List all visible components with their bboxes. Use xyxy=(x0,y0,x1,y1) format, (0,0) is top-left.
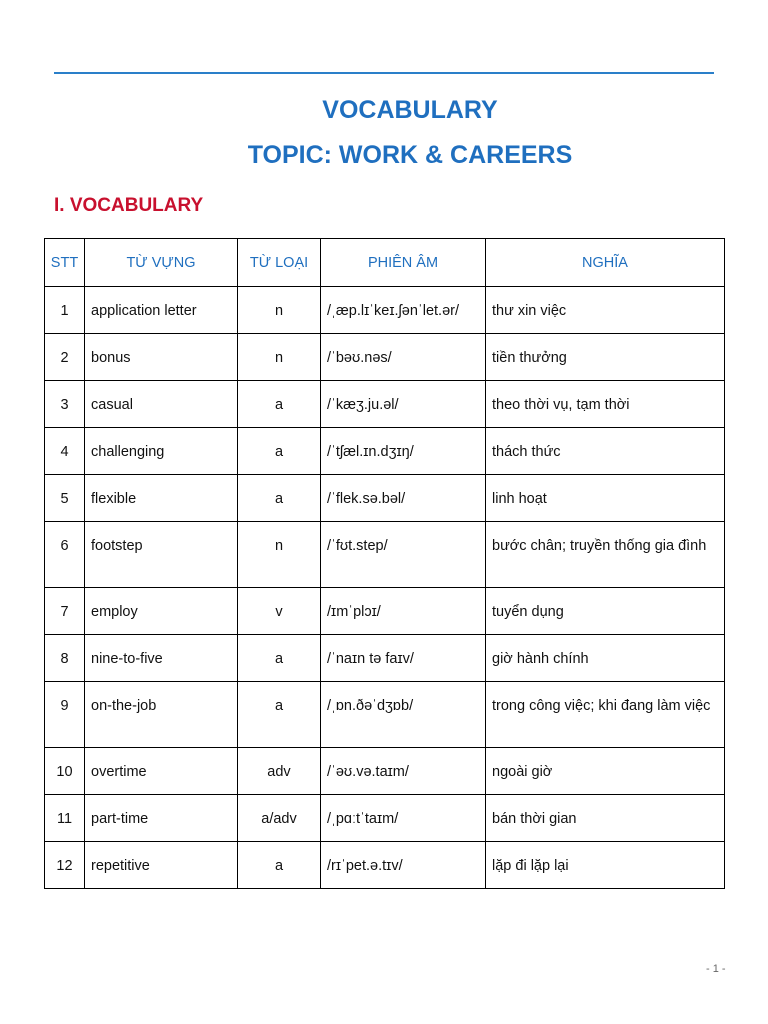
row-number: 11 xyxy=(45,795,85,842)
row-number: 12 xyxy=(45,842,85,889)
ipa-transcription: /rɪˈpet.ə.tɪv/ xyxy=(321,842,486,889)
word-meaning: giờ hành chính xyxy=(486,635,725,682)
row-number: 5 xyxy=(45,475,85,522)
word-meaning: theo thời vụ, tạm thời xyxy=(486,381,725,428)
word-meaning: lặp đi lặp lại xyxy=(486,842,725,889)
table-row xyxy=(45,588,725,635)
table-header-row xyxy=(45,239,725,287)
vocab-word: application letter xyxy=(85,287,238,334)
row-number: 6 xyxy=(45,522,85,588)
header-divider xyxy=(54,72,714,74)
word-meaning: tuyển dụng xyxy=(486,588,725,635)
word-type: a xyxy=(238,381,321,428)
ipa-transcription: /ˌpɑːtˈtaɪm/ xyxy=(321,795,486,842)
word-meaning: bán thời gian xyxy=(486,795,725,842)
ipa-transcription: /ˈflek.sə.bəl/ xyxy=(321,475,486,522)
word-meaning: ngoài giờ xyxy=(486,748,725,795)
table-row xyxy=(45,795,725,842)
word-type: v xyxy=(238,588,321,635)
ipa-transcription: /ˌæp.lɪˈkeɪ.ʃənˈlet.ər/ xyxy=(321,287,486,334)
column-header-type: TỪ LOẠI xyxy=(238,239,321,287)
column-header-word: TỪ VỰNG xyxy=(85,239,238,287)
vocab-word: on-the-job xyxy=(85,682,238,748)
word-meaning: thách thức xyxy=(486,428,725,475)
ipa-transcription: /ˌɒn.ðəˈdʒɒb/ xyxy=(321,682,486,748)
row-number: 8 xyxy=(45,635,85,682)
word-type: a xyxy=(238,428,321,475)
row-number: 1 xyxy=(45,287,85,334)
ipa-transcription: /ˈbəʊ.nəs/ xyxy=(321,334,486,381)
word-meaning: linh hoạt xyxy=(486,475,725,522)
row-number: 9 xyxy=(45,682,85,748)
table-row xyxy=(45,475,725,522)
ipa-transcription: /ˈnaɪn tə faɪv/ xyxy=(321,635,486,682)
table-row xyxy=(45,748,725,795)
word-type: adv xyxy=(238,748,321,795)
column-header-meaning: NGHĨA xyxy=(486,239,725,287)
vocabulary-table xyxy=(44,238,725,889)
table-row xyxy=(45,428,725,475)
table-row xyxy=(45,287,725,334)
vocab-word: overtime xyxy=(85,748,238,795)
row-number: 4 xyxy=(45,428,85,475)
vocab-word: casual xyxy=(85,381,238,428)
ipa-transcription: /ˈfʊt.step/ xyxy=(321,522,486,588)
word-type: a xyxy=(238,682,321,748)
table-row xyxy=(45,635,725,682)
ipa-transcription: /ɪmˈplɔɪ/ xyxy=(321,588,486,635)
vocab-word: employ xyxy=(85,588,238,635)
word-type: a xyxy=(238,475,321,522)
word-type: n xyxy=(238,334,321,381)
vocab-word: flexible xyxy=(85,475,238,522)
word-type: a xyxy=(238,635,321,682)
word-type: n xyxy=(238,287,321,334)
page-number: - 1 - xyxy=(706,963,726,975)
word-meaning: thư xin việc xyxy=(486,287,725,334)
word-meaning: tiền thưởng xyxy=(486,334,725,381)
ipa-transcription: /ˈtʃæl.ɪn.dʒɪŋ/ xyxy=(321,428,486,475)
row-number: 2 xyxy=(45,334,85,381)
table-row xyxy=(45,842,725,889)
vocab-word: challenging xyxy=(85,428,238,475)
table-row xyxy=(45,522,725,588)
ipa-transcription: /ˈəʊ.və.taɪm/ xyxy=(321,748,486,795)
word-type: n xyxy=(238,522,321,588)
column-header-stt: STT xyxy=(45,239,85,287)
ipa-transcription: /ˈkæʒ.ju.əl/ xyxy=(321,381,486,428)
vocab-word: repetitive xyxy=(85,842,238,889)
row-number: 3 xyxy=(45,381,85,428)
vocab-word: footstep xyxy=(85,522,238,588)
topic-title: TOPIC: WORK & CAREERS xyxy=(247,141,573,169)
row-number: 10 xyxy=(45,748,85,795)
table-row xyxy=(45,682,725,748)
document-title: VOCABULARY xyxy=(322,96,498,124)
word-type: a/adv xyxy=(238,795,321,842)
vocab-word: part-time xyxy=(85,795,238,842)
column-header-ipa: PHIÊN ÂM xyxy=(321,239,486,287)
vocab-word: nine-to-five xyxy=(85,635,238,682)
word-type: a xyxy=(238,842,321,889)
word-meaning: trong công việc; khi đang làm việc xyxy=(486,682,725,748)
word-meaning: bước chân; truyền thống gia đình xyxy=(486,522,725,588)
table-row xyxy=(45,334,725,381)
row-number: 7 xyxy=(45,588,85,635)
vocab-word: bonus xyxy=(85,334,238,381)
section-heading: I. VOCABULARY xyxy=(54,195,204,216)
table-row xyxy=(45,381,725,428)
